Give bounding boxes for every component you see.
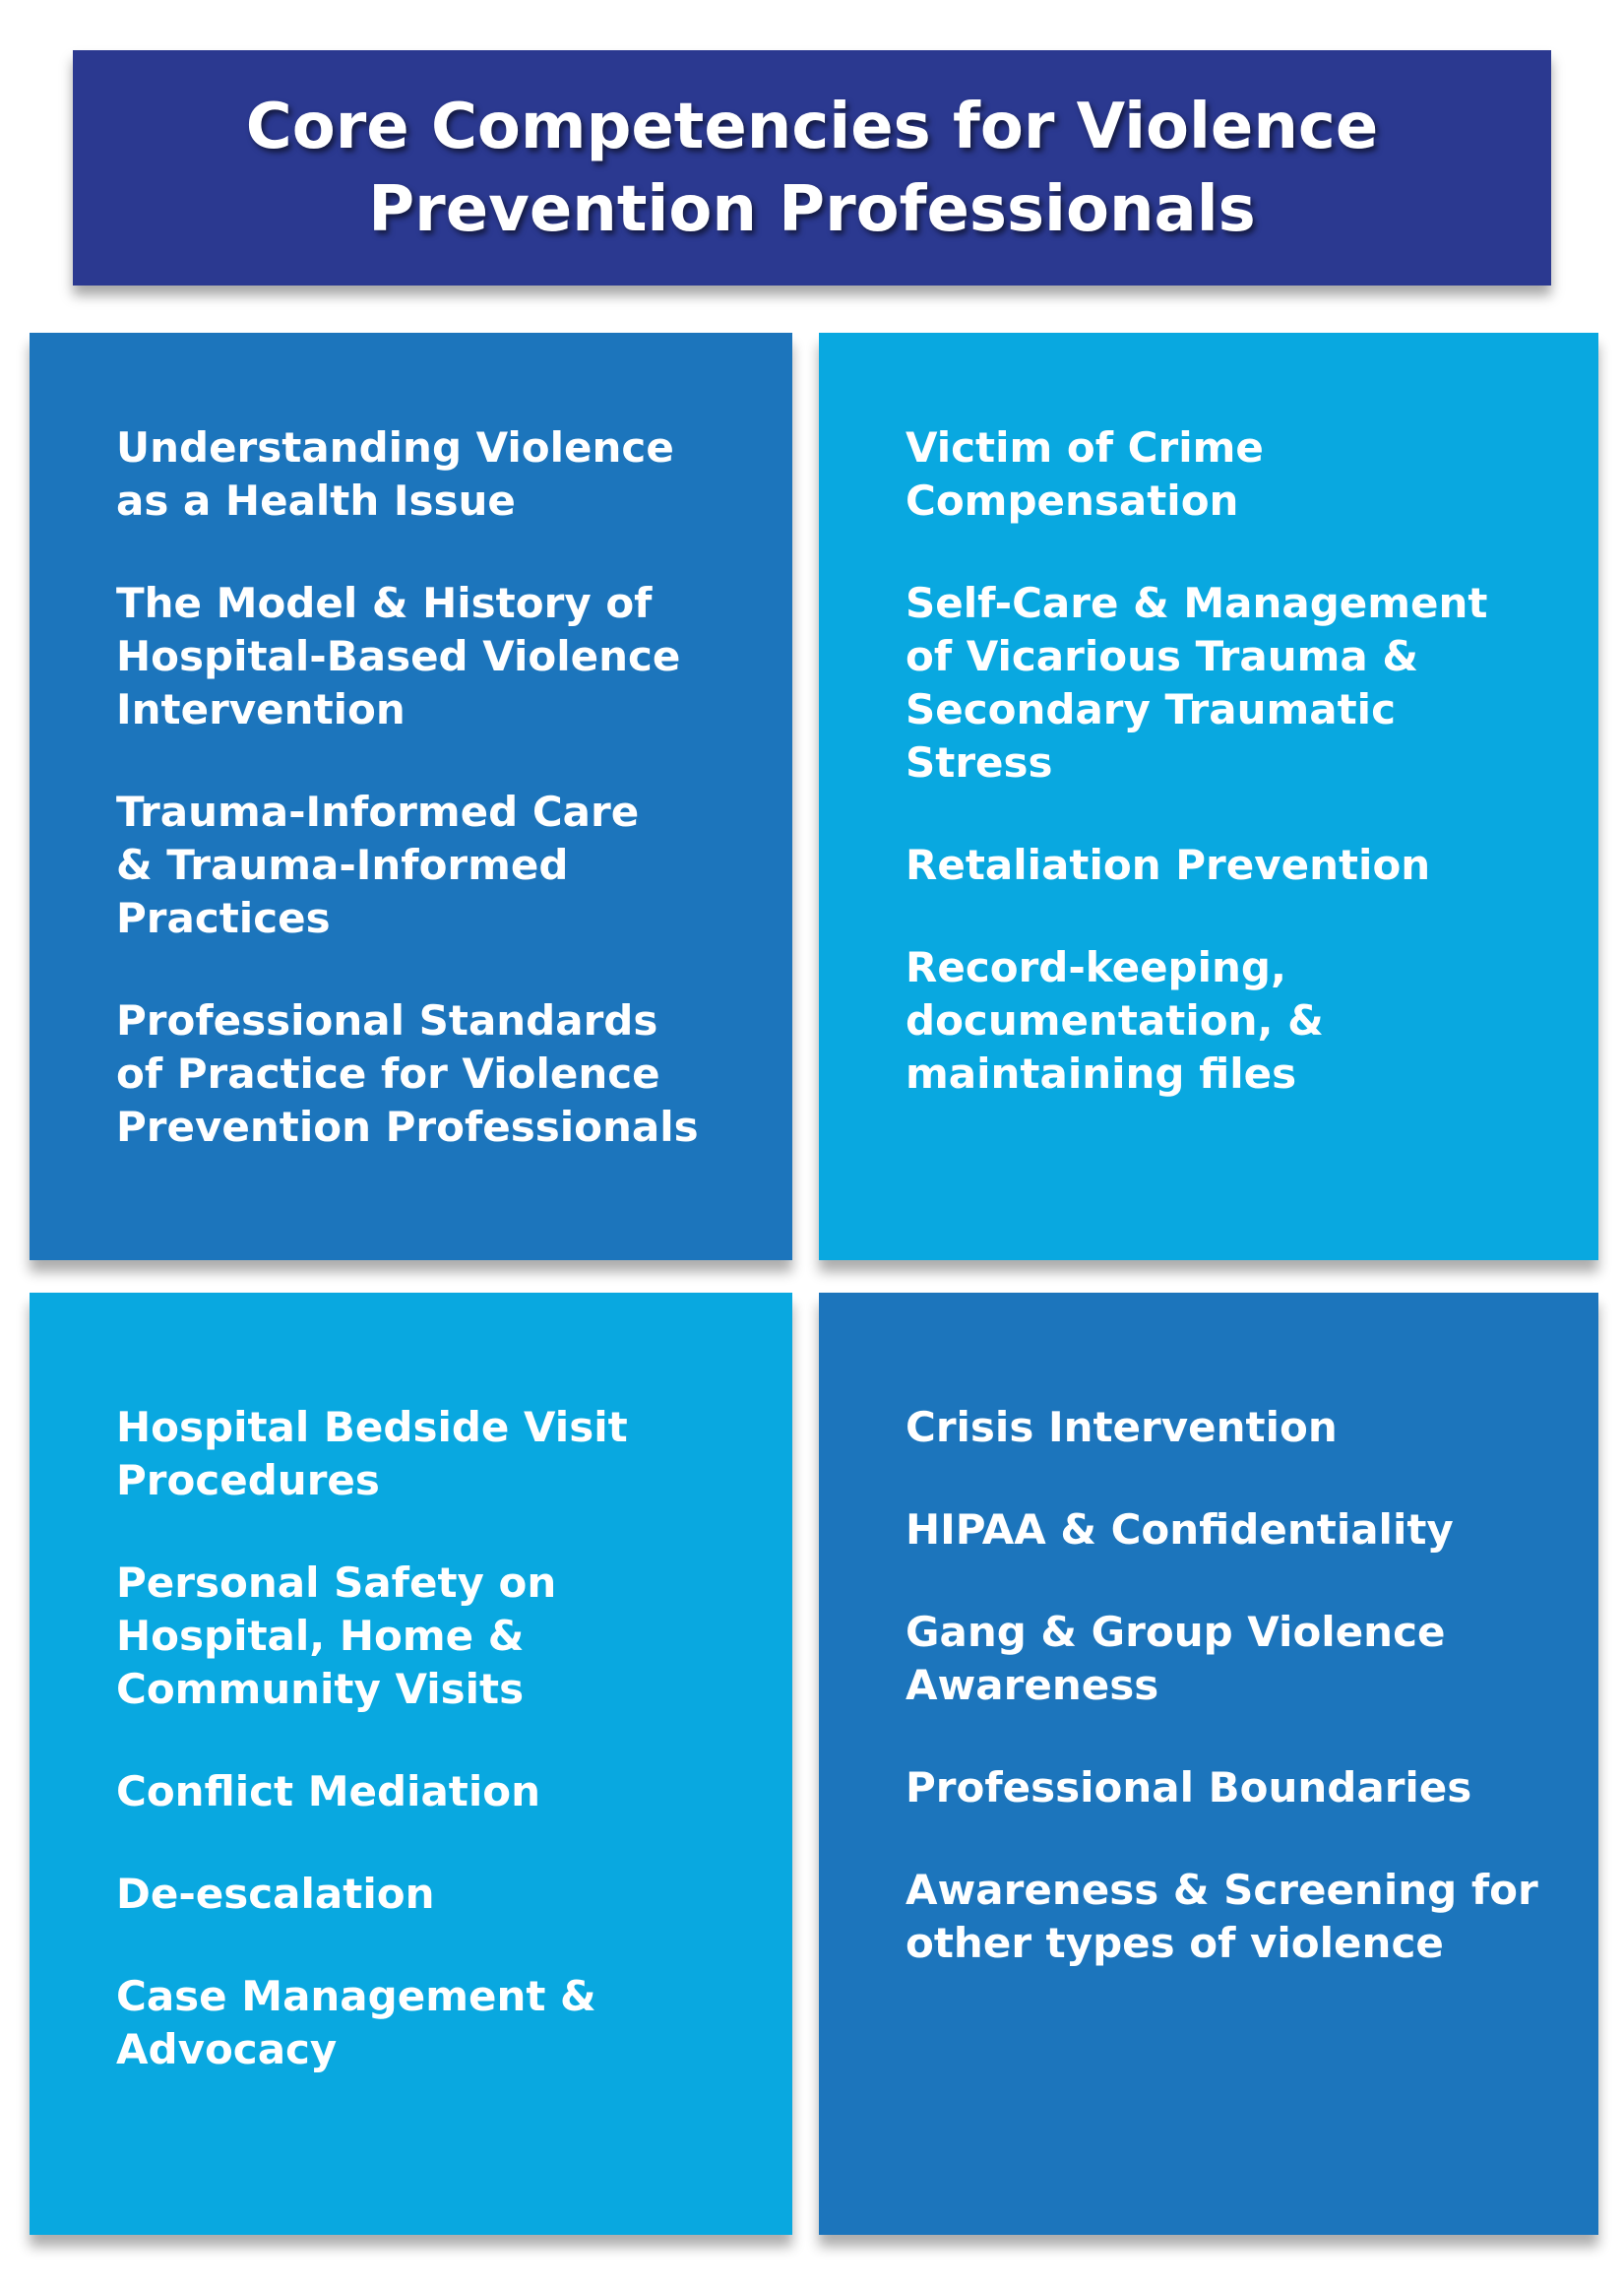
- competency-item: Victim of Crime Compensation: [906, 423, 1264, 525]
- panel-top-left: [30, 333, 792, 1260]
- competency-item: Self-Care & Management of Vicarious Trauma & Secondary Traumatic Stress: [906, 579, 1488, 787]
- panel-top-right: [819, 333, 1598, 1260]
- competency-item: The Model & History of Hospital-Based Violence Intervention: [116, 579, 681, 733]
- competency-item: Hospital Bedside Visit Procedures: [116, 1403, 628, 1504]
- competency-item: Awareness & Screening for other types of violence: [906, 1866, 1538, 1967]
- competency-item: Trauma-Informed Care & Trauma-Informed Practices: [116, 788, 640, 942]
- panel-bottom-left: [30, 1293, 792, 2235]
- competency-item: De-escalation: [116, 1870, 435, 1918]
- competency-item: Record-keeping, documentation, & maintaining files: [906, 943, 1324, 1098]
- competency-item: Gang & Group Violence Awareness: [906, 1608, 1446, 1709]
- competency-item: Retaliation Prevention: [906, 841, 1431, 889]
- competency-item: Understanding Violence as a Health Issue: [116, 423, 674, 525]
- competency-item: Case Management & Advocacy: [116, 1972, 596, 2073]
- page-title: Core Competencies for Violence Prevention Professionals: [245, 90, 1379, 246]
- competency-item: Professional Standards of Practice for Violence Prevention Professionals: [116, 996, 699, 1151]
- competency-item: Crisis Intervention: [906, 1403, 1338, 1451]
- competency-item: Professional Boundaries: [906, 1763, 1472, 1812]
- competency-item: Conflict Mediation: [116, 1767, 541, 1815]
- competency-item: HIPAA & Confidentiality: [906, 1505, 1454, 1554]
- panel-bottom-right: [819, 1293, 1598, 2235]
- title-banner: [73, 50, 1551, 286]
- competency-item: Personal Safety on Hospital, Home & Community Visits: [116, 1558, 557, 1713]
